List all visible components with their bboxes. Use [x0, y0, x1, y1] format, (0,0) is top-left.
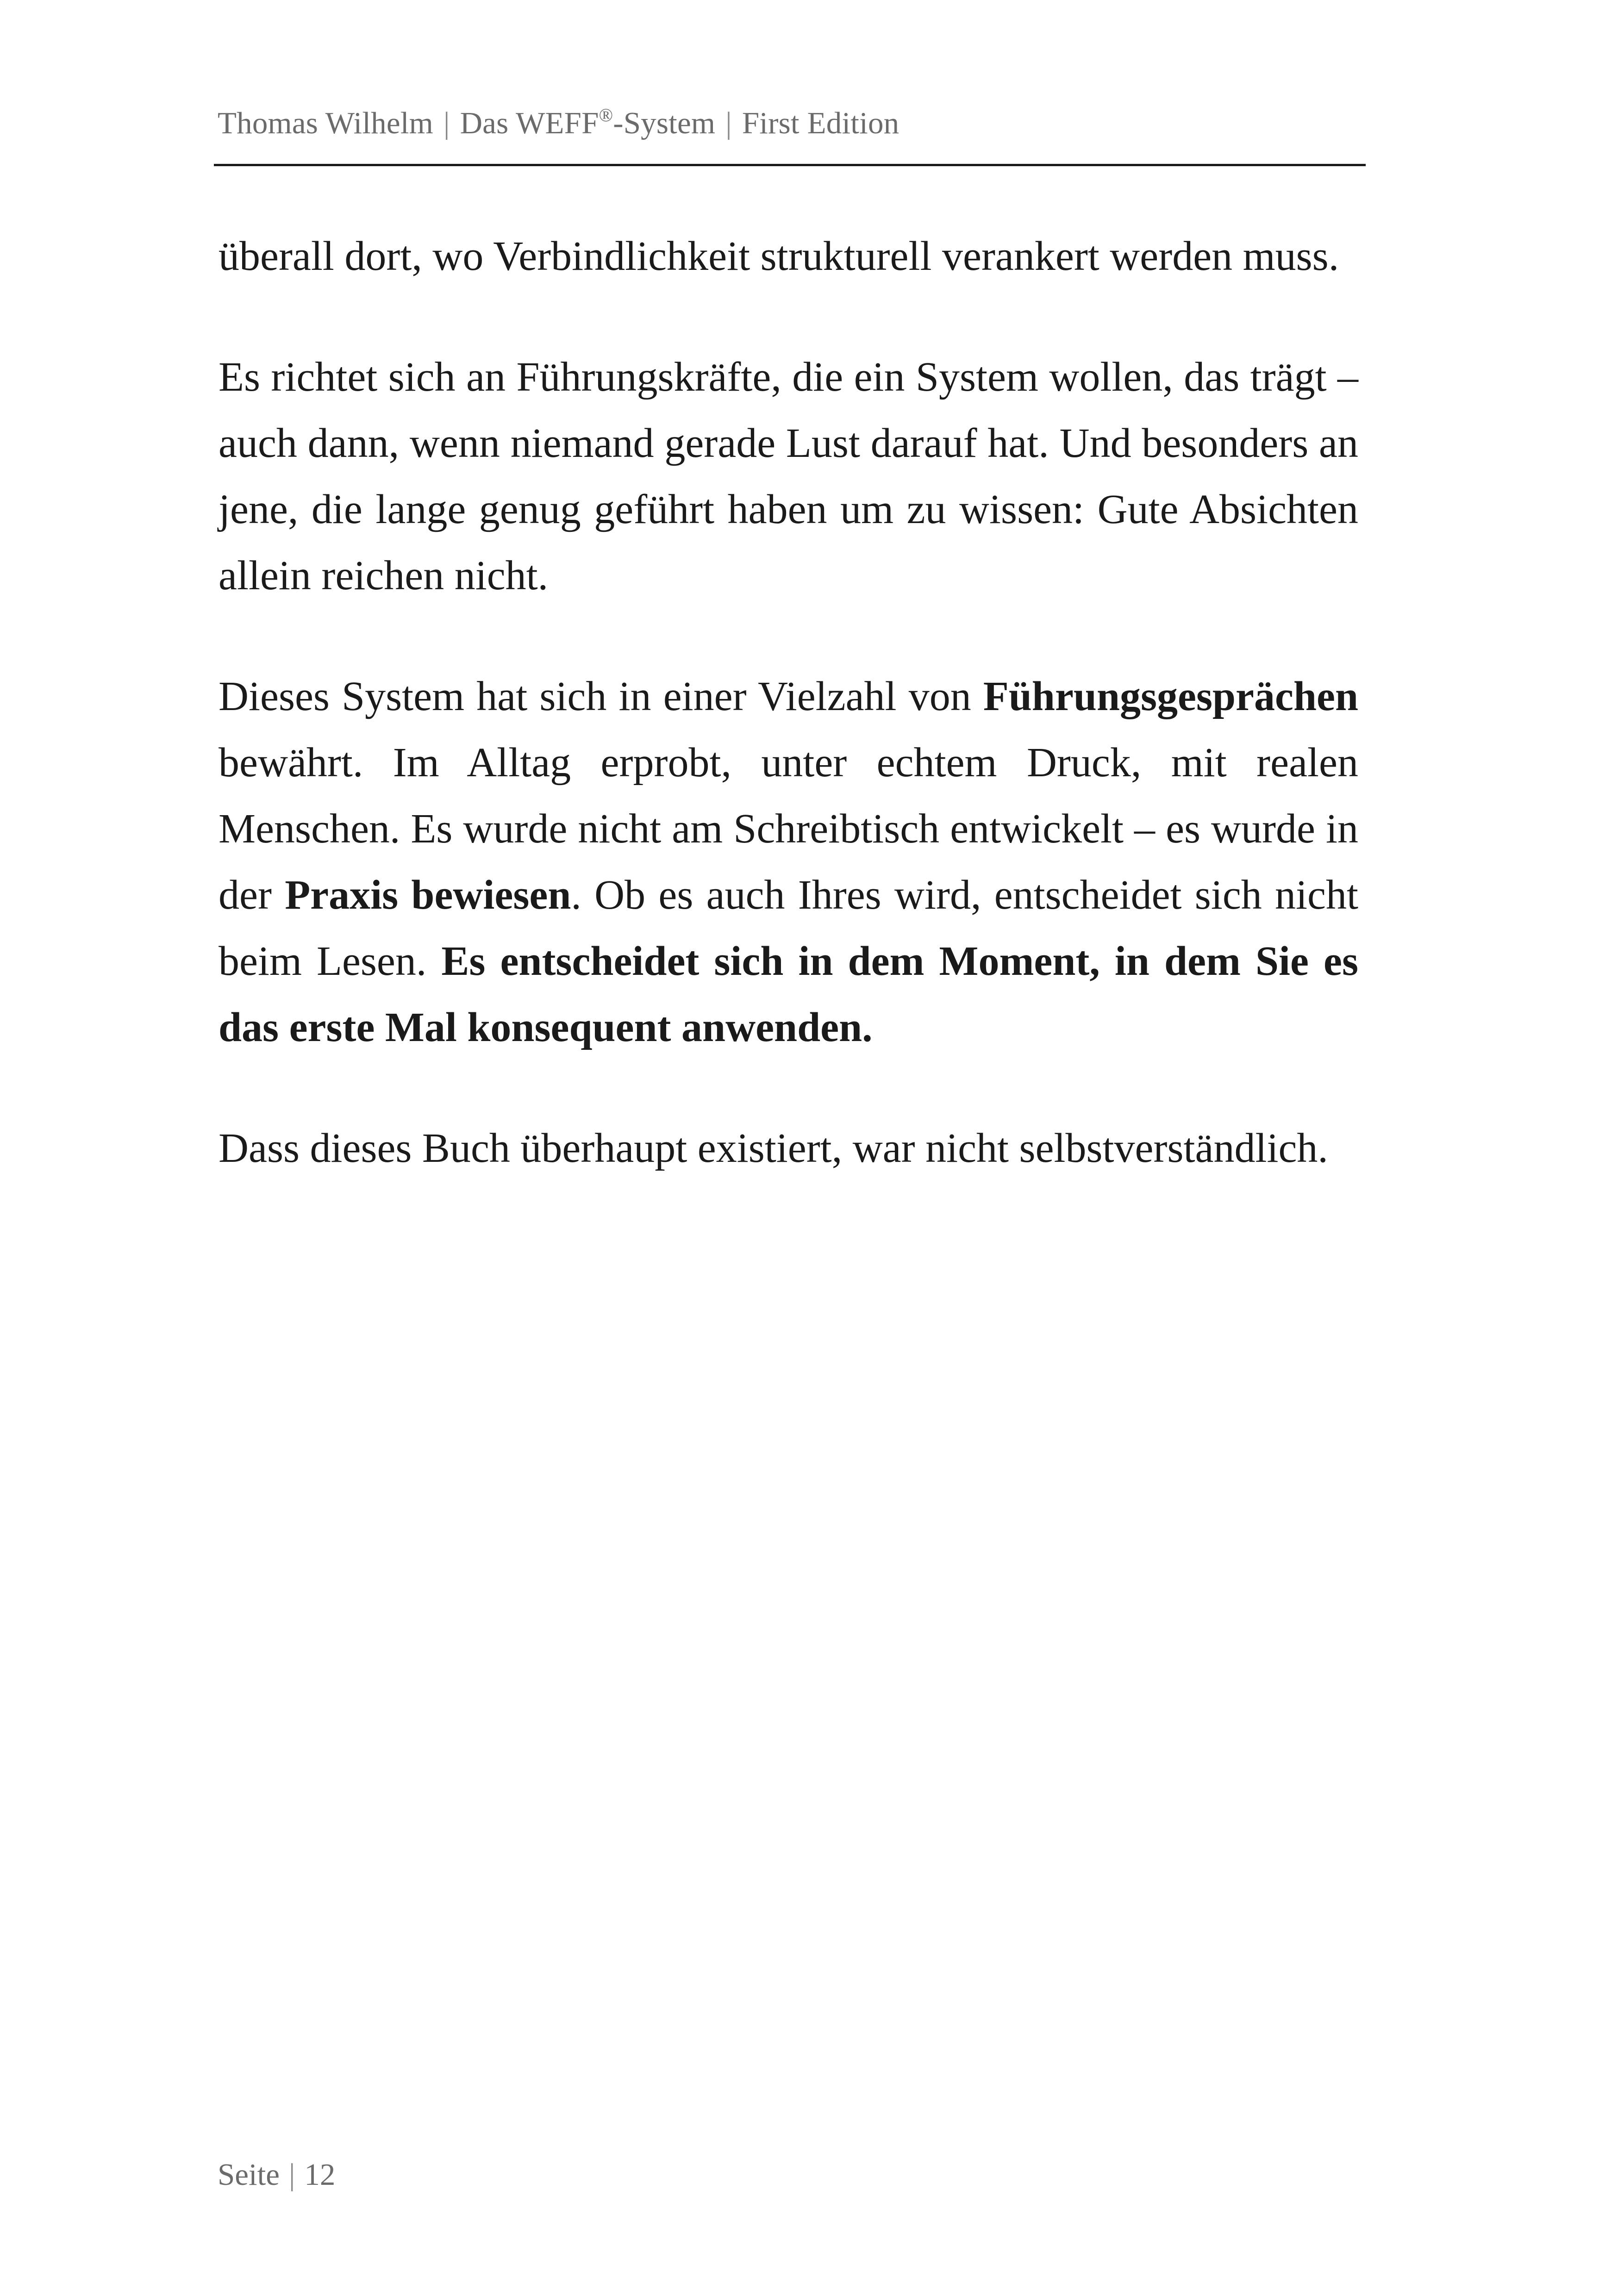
- paragraph-3-text-1: Dieses System hat sich in einer Vielzahl von: [219, 674, 983, 719]
- paragraph-3: [219, 663, 1358, 1060]
- page-number: 12: [304, 2158, 336, 2192]
- paragraph-1: überall dort, wo Verbindlichkeit strukturell verankert werden muss.: [219, 233, 1339, 279]
- footer-label: Seite: [218, 2158, 280, 2192]
- paragraph-3-bold-1: Führungsgesprächen: [983, 674, 1358, 719]
- footer-separator: |: [288, 2158, 295, 2192]
- header-title-suffix: -System: [613, 106, 716, 140]
- paragraph-3-bold-2: Praxis bewiesen: [285, 872, 571, 918]
- header-author: Thomas Wilhelm: [218, 106, 433, 140]
- registered-mark: ®: [599, 105, 613, 125]
- header-separator-2: |: [725, 106, 732, 140]
- header-title-prefix: Das WEFF: [460, 106, 599, 140]
- running-header: [218, 106, 1366, 141]
- page-footer: [218, 2157, 335, 2193]
- header-edition: First Edition: [742, 106, 899, 140]
- body-text: [219, 223, 1358, 1236]
- paragraph-4: Dass dieses Buch überhaupt existiert, war nicht selbstverständlich.: [219, 1125, 1328, 1171]
- paragraph-3-bold-3: Es entscheidet sich in dem Moment, in dem Sie es das erste Mal konsequent anwenden.: [219, 938, 1358, 1050]
- header-rule: [214, 164, 1366, 166]
- paragraph-3-text-2: bewährt. Im Alltag erprobt, unter echtem Druck, mit realen Menschen. Es wurde nicht am Schreibtisch entwickelt – es wurde in der: [219, 740, 1358, 918]
- header-separator: |: [443, 106, 450, 140]
- paragraph-3-text-3: . Ob es auch Ihres wird, entscheidet sich nicht beim Lesen.: [219, 872, 1358, 984]
- paragraph-2: Es richtet sich an Führungskräfte, die ein System wollen, das trägt – auch dann, wenn niemand gerade Lust darauf hat. Und besonders an jene, die lange genug geführt haben um zu wissen: Gute Absichten allein reichen nicht.: [219, 354, 1358, 599]
